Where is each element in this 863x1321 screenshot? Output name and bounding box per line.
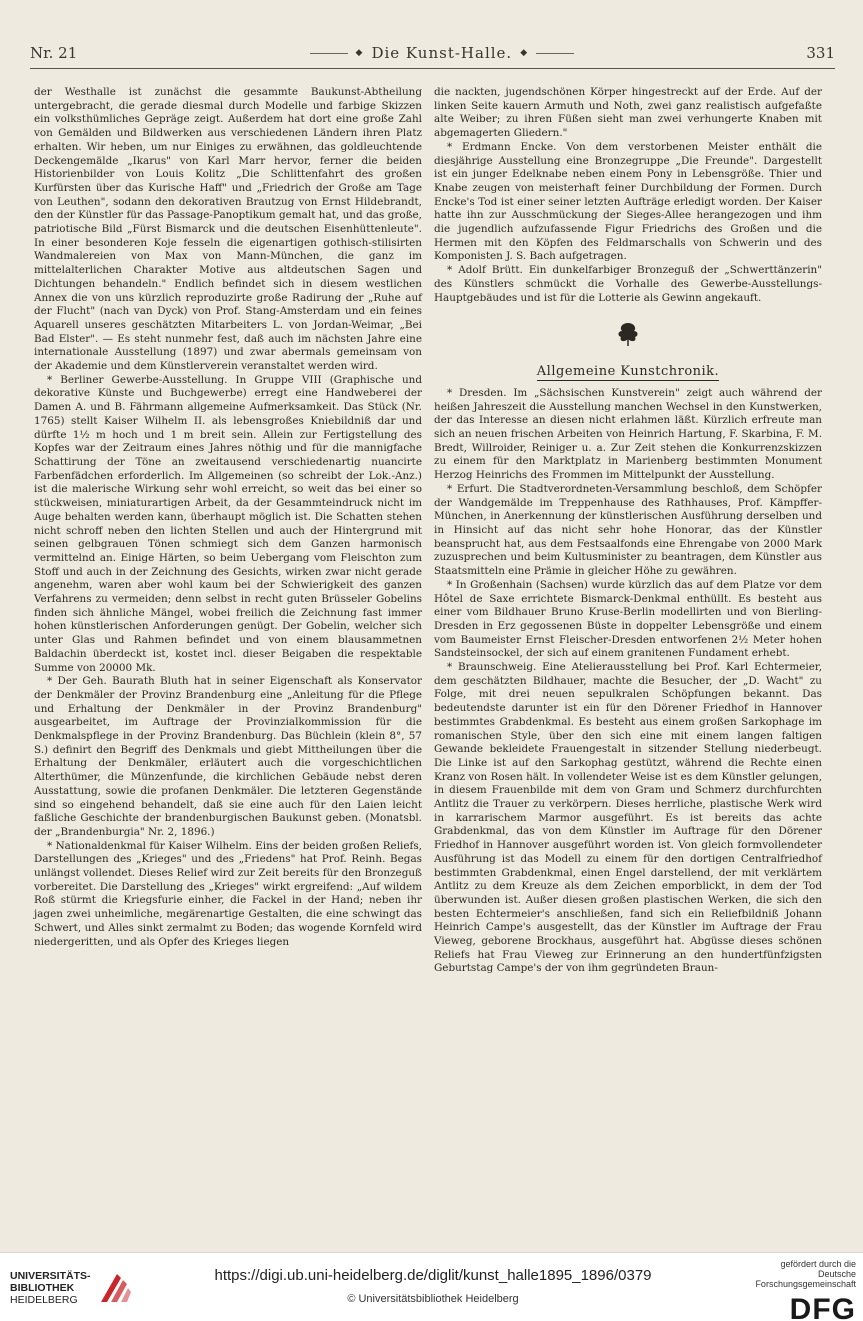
- page-header: [30, 40, 835, 66]
- running-title: [310, 44, 575, 62]
- library-line: BIBLIOTHEK: [10, 1282, 75, 1294]
- paragraph: * Erfurt. Die Stadtverordneten-Versammlung beschloß, dem Schöpfer der Wandgemälde im Treppenhause des Rathhauses, Prof. Kämpffer-München, in Anerkennung der künstlerischen Ausführung derselben und in Hinsicht auf das nicht sehr hohe Honorar, das der Künstler beansprucht hat, aus dem Festsaalfonds eine Ehrengabe von 2000 Mark zuzusprechen und beim Kultusminister zu beantragen, dem Künstler aus Staatsmitteln eine Prämie in gleicher Höhe zu gewähren.: [434, 482, 822, 578]
- copyright-notice: © Universitätsbibliothek Heidelberg: [347, 1293, 519, 1305]
- journal-title: Die Kunst-Halle.: [371, 44, 513, 62]
- library-name: [10, 1270, 91, 1306]
- paragraph: der Westhalle ist zunächst die gesammte Baukunst-Abtheilung untergebracht, die gerade diesmal durch Modelle und farbige Skizzen ein volksthümliches Gepräge zeigt. Außerdem hat dort eine große Zahl von Gemälden und Bildwerken aus verschiedenen Ländern ihren Platz erhalten. Wir heben, um nur Einiges zu erwähnen, das goldleuchtende Deckengemälde „Ikarus" von Karl Marr hervor, ferner die beiden Historienbilder von Louis Kolitz „Die Schlittenfahrt des großen Kurfürsten über das Kurische Haff" und „Friedrich der Große am Tage von Leuthen", sodann den dekorativen Brautzug von Ernst Hildebrandt, den der Künstler für das Passage-Panoptikum gemalt hat, und das große, patriotische Bild „Fürst Bismarck und die deutschen Eisenhüttenleute". In einer besonderen Koje fesseln die eigenartigen gothisch-stilisirten Wandmalereien von Max von Mann-München, die ganz im mittelalterlichen Charakter Motive aus altdeutschen Sagen und Dichtungen behandeln." Endlich befindet sich in diesem westlichen Annex die von uns kürzlich reproduzirte große Radirung der „Ruhe auf der Flucht" (nach van Dyck) von Prof. Stang-Amsterdam und ein feines Aquarell unseres geschätzten Mitarbeiters L. von Jordan-Weimar, „Bei Bad Elster". — Es steht nunmehr fest, daß auch im nächsten Jahre eine internationale Ausstellung (1897) und zwar abermals gemeinsam von der Akademie und dem Künstlerverein veranstaltet werden wird.: [34, 86, 422, 373]
- header-ornament-icon: ◆: [355, 48, 364, 58]
- leaf-ornament-icon: [434, 319, 822, 349]
- section-title-text: Allgemeine Kunstchronik.: [536, 364, 720, 380]
- university-library-logo[interactable]: [10, 1265, 160, 1311]
- dfg-wordmark: DFG: [789, 1293, 856, 1321]
- funded-by-text: gefördert durch die: [780, 1259, 856, 1269]
- header-rule-right: [536, 53, 574, 54]
- paragraph: * Braunschweig. Eine Atelierausstellung bei Prof. Karl Echtermeier, dem geschätzten Bildhauer, machte die Besucher, der „D. Wacht" zu Folge, mit drei neuen sepulkralen Schöpfungen bekannt. Das bedeutendste darunter ist ein für den Dörener Friedhof in Hannover bestimmtes Grabdenkmal. Es besteht aus einem großen Sarkophage im romanischen Style, über den sich eine mit einem langen faltigen Gewande bekleidete Frauengestalt in sitzender Stellung niederbeugt. Die Linke ist auf den Sarkophag gestützt, während die Rechte einen Kranz von Rosen hält. In vollendeter Weise ist es dem Künstler gelungen, in diesem Frauenbilde mit dem von Gram und Schmerz durchfurchten Antlitz die Trauer zu verkörpern. Dieses herrliche, plastische Werk wird in karrarischem Marmor ausgeführt. Es ist bereits das achte Grabdenkmal, das von dem Künstler im Auftrage für den Dörener Friedhof in Hannover ausgeführt worden ist. Von gleich formvollendeter Ausführung ist das Modell zu einem für den dortigen Centralfriedhof bestimmten Grabdenkmal, einen Engel darstellend, der mit verklärtem Antlitz zu dem Kreuze als dem Zeichen emporblickt, in dem der Tod überwunden ist. Außer diesen großen plastischen Werken, die sich den besten Echtermeier's anschließen, fand sich ein Reliefbildniß Johann Heinrich Campe's ausgestellt, das der Künstler im Auftrage der Frau Vieweg, geborene Brockhaus, ausgeführt hat. Abgüsse dieses schönen Reliefs hat Frau Vieweg zur Erinnerung an den hundertfünfzigsten Geburtstag Campe's der von ihm gegründeten Braun-: [434, 661, 822, 975]
- funded-by-text: Deutsche: [817, 1269, 856, 1279]
- library-line: HEIDELBERG: [10, 1294, 78, 1306]
- paragraph: * Adolf Brütt. Ein dunkelfarbiger Bronzeguß der „Schwerttänzerin" des Künstlers schmückt die Vorhalle des Gewerbe-Ausstellungs-Hauptgebäudes und ist für die Lotterie als Gewinn angekauft.: [434, 264, 822, 304]
- section-title: [434, 365, 822, 379]
- header-divider: [30, 68, 835, 69]
- paragraph: die nackten, jugendschönen Körper hingestreckt auf der Erde. Auf der linken Seite kauern Armuth und Noth, zwei ganz realistisch aufgefaßte alte Weiber; zu ihren Füßen sieht man zwei verhungerte Knaben mit abgemagerten Gliedern.": [434, 86, 822, 140]
- page-number: 331: [806, 44, 835, 62]
- paragraph: * Erdmann Encke. Von dem verstorbenen Meister enthält die diesjährige Ausstellung eine Bronzegruppe „Die Freunde". Dargestellt ist ein junger Edelknabe neben einem Pony in Lebensgröße. Thier und Knabe zeugen von meisterhaft feiner Durchbildung der Formen. Durch Encke's Tod ist einer seiner letzten Aufträge erledigt worden. Der Kaiser hatte ihn zur Ausschmückung der Sieges-Allee herangezogen und ihm die jugendlich aufzufassende Figur Friedrichs des Großen und die Hermen mit den Köpfen des Feldmarschalls von Schwerin und des Komponisten J. S. Bach aufgetragen.: [434, 140, 822, 263]
- paragraph: * Dresden. Im „Sächsischen Kunstverein" zeigt auch während der heißen Jahreszeit die Ausstellung manchen Wechsel in den Kunstwerken, der das Interesse an diesen nicht erlahmen läßt. Kürzlich erfreute man sich an neuen frischen Arbeiten von Heinrich Hartung, F. Skarbina, F. M. Bredt, Willroider, Reiniger u. a. Zur Zeit stehen die Konkurrenzskizzen zu einem für den Marktplatz in Marienberg bestimmten Monument Herzog Heinrichs des Frommen im Mittelpunkt der Ausstellung.: [434, 386, 822, 482]
- paragraph: * In Großenhain (Sachsen) wurde kürzlich das auf dem Platze vor dem Hôtel de Saxe errichtete Bismarck-Denkmal enthüllt. Es besteht aus einer vom Bildhauer Bruno Kruse-Berlin modellirten und von Bierling-Dresden in Erz gegossenen Büste in doppelter Lebensgröße und einem vom Baumeister Ernst Fleischer-Dresden entworfenen 2½ Meter hohen Sandsteinsockel, der sich auf einem granitenen Fundament erhebt.: [434, 578, 822, 660]
- dfg-logo[interactable]: [726, 1259, 856, 1321]
- library-line: UNIVERSITÄTS-: [10, 1270, 91, 1282]
- paragraph: * Der Geh. Baurath Bluth hat in seiner Eigenschaft als Konservator der Denkmäler der Provinz Brandenburg eine „Anleitung für die Pflege und Erhaltung der Denkmäler in der Provinz Brandenburg" ausgearbeitet, im Auftrage der Provinzialkommission für die Denkmalspflege in der Provinz Brandenburg. Das Büchlein (klein 8°, 57 S.) definirt den Begriff des Denkmals und giebt Mittheilungen über die Erhaltung der Denkmäler, erläutert auch die vorgeschichtlichen Alterthümer, die Münzenfunde, die kirchlichen Gebäude nebst deren Ausstattung, sowie die profanen Denkmäler. Die letzteren Gegenstände sind so eingehend behandelt, daß sie eine auch für den Laien leicht faßliche Geschichte der brandenburgischen Baukunst geben. (Monatsbl. der „Brandenburgia" Nr. 2, 1896.): [34, 675, 422, 838]
- header-rule-left: [310, 53, 348, 54]
- library-emblem-icon: [97, 1270, 133, 1306]
- right-column: [434, 86, 822, 976]
- left-column: [34, 86, 422, 949]
- permalink-url[interactable]: https://digi.ub.uni-heidelberg.de/diglit/kunst_halle1895_1896/0379: [214, 1267, 652, 1284]
- issue-number: Nr. 21: [30, 44, 78, 62]
- funded-by-text: Forschungsgemeinschaft: [755, 1279, 856, 1289]
- viewer-footer: [0, 1252, 863, 1321]
- header-ornament-icon: ◆: [520, 48, 529, 58]
- paragraph: * Berliner Gewerbe-Ausstellung. In Gruppe VIII (Graphische und dekorative Künste und Buchgewerbe) erregt eine Handweberei der Damen A. und B. Fährmann allgemeine Aufmerksamkeit. Das Stück (Nr. 1765) stellt Kaiser Wilhelm II. als lebensgroßes Kniebildniß dar und dürfte 1½ m hoch und 1 m breit sein. Allein zur Fertigstellung des Kopfes war der Zeitraum eines Jahres nöthig und für die mannigfache Schattirung der Töne an zweitausend verschiedenartig nuancirte Farbenfädchen erforderlich. Im Allgemeinen (so schreibt der Lok.-Anz.) ist die malerische Wirkung sehr wohl erreicht, so weit das bei einer so stückweisen, miniaturartigen Arbeit, da der Gesammteindruck nicht im Auge behalten werden kann, überhaupt möglich ist. Die Schatten stehen nicht schroff neben den lichten Stellen und auch der Hintergrund mit seinen gelbgrauen Tönen schmiegt sich dem Ganzen harmonisch vermittelnd an. Einige Härten, so beim Uebergang vom Fleischton zum Stoff und auch in der Zeichnung des Gesichts, wirken zwar nicht gerade angenehm, waren aber wohl kaum bei der Schwierigkeit des ganzen Verfahrens zu vermeiden; denn selbst in recht guten Brüsseler Gobelins finden sich ähnliche Mängel, wobei freilich die Zeichnung fast immer hohen künstlerischen Anforderungen genügt. Der Gobelin, welcher sich unter Glas und Rahmen befindet und von einem blausammetnen Baldachin überdeckt ist, kostet incl. dieser Beigaben die respektable Summe von 20000 Mk.: [34, 373, 422, 674]
- paragraph: * Nationaldenkmal für Kaiser Wilhelm. Eins der beiden großen Reliefs, Darstellungen des „Krieges" und des „Friedens" hat Prof. Reinh. Begas unlängst vollendet. Dieses Relief wird zur Zeit bereits für den Bronzeguß vorbereitet. Die Darstellung des „Krieges" wirkt ergreifend: „Auf wildem Roß stürmt die Kriegsfurie einher, die Fackel in der Hand; neben ihr jagen zwei unheimliche, megärenartige Gestalten, die eine schwingt das Schwert, und Alles sinkt zermalmt zu Boden; das wogende Kornfeld wird niedergeritten, und als Opfer des Krieges liegen: [34, 839, 422, 948]
